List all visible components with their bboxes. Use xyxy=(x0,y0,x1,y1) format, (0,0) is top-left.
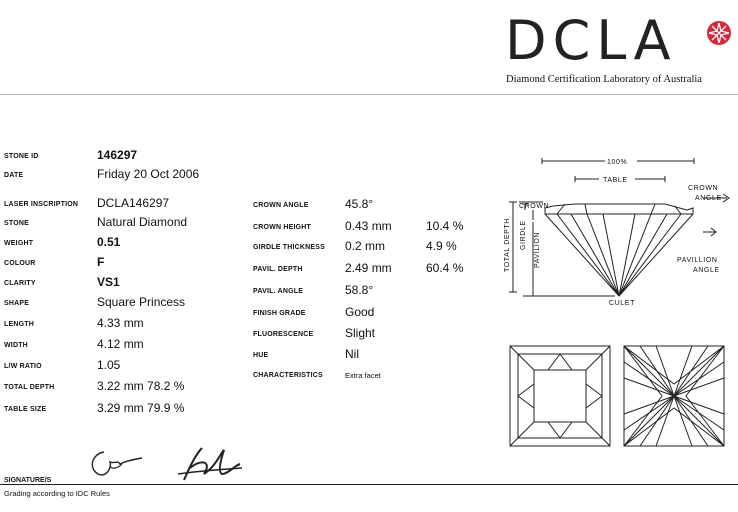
diamond-top-view-diagram xyxy=(508,344,612,448)
measurement-value: Nil xyxy=(345,347,359,361)
field-value: 4.33 mm xyxy=(97,316,144,330)
diamond-bottom-view-diagram xyxy=(622,344,726,448)
field-label: COLOUR xyxy=(4,260,36,267)
measurement-value: 0.2 mm xyxy=(345,239,386,253)
measurement-label: PAVIL. DEPTH xyxy=(253,266,303,273)
footer-divider xyxy=(0,484,738,485)
field-value: Square Princess xyxy=(97,295,186,309)
measurement-label: HUE xyxy=(253,352,269,359)
field-label: LASER INSCRIPTION xyxy=(4,201,79,208)
field-label: L/W RATIO xyxy=(4,363,42,370)
dim-100-label: 100% xyxy=(607,159,628,166)
measurement-value: 0.43 mm xyxy=(345,219,392,233)
dim-pavilion-label: PAVILION xyxy=(534,231,541,268)
measurement-label: FLUORESCENCE xyxy=(253,331,314,338)
signature-1 xyxy=(88,446,148,480)
field-label: TABLE SIZE xyxy=(4,406,47,413)
measurement-label: GIRDLE THICKNESS xyxy=(253,244,326,251)
field-label: WEIGHT xyxy=(4,240,34,247)
field-value: 146297 xyxy=(97,148,138,162)
measurement-label: PAVIL. ANGLE xyxy=(253,288,304,295)
measurement-percent: 60.4 % xyxy=(426,261,464,275)
lab-logo-text: DCLA xyxy=(505,9,677,72)
measurement-label: CROWN ANGLE xyxy=(253,202,309,209)
measurement-label: FINISH GRADE xyxy=(253,310,306,317)
field-value: Friday 20 Oct 2006 xyxy=(97,167,200,181)
field-value: VS1 xyxy=(97,275,120,289)
field-label: STONE ID xyxy=(4,153,39,160)
dim-girdle-label: GIRDLE xyxy=(520,220,527,250)
grading-note: Grading according to IDC Rules xyxy=(4,489,110,498)
field-value: DCLA146297 xyxy=(97,196,170,210)
signature-label: SIGNATURE/S xyxy=(4,477,52,484)
field-label: SHAPE xyxy=(4,300,30,307)
field-label: STONE xyxy=(4,220,29,227)
measurement-percent: 4.9 % xyxy=(426,239,457,253)
measurement-value: 45.8° xyxy=(345,197,374,211)
dim-crown-label: CROWN xyxy=(519,203,550,210)
field-value: 0.51 xyxy=(97,235,121,249)
field-value: 3.22 mm 78.2 % xyxy=(97,379,185,393)
header-divider xyxy=(0,94,738,95)
diamond-star-icon xyxy=(706,20,732,46)
field-value: 3.29 mm 79.9 % xyxy=(97,401,185,415)
field-value: F xyxy=(97,255,105,269)
field-value: Natural Diamond xyxy=(97,215,188,229)
pavilion-angle-label-2: ANGLE xyxy=(693,267,720,274)
measurement-label: CROWN HEIGHT xyxy=(253,224,312,231)
field-value: 4.12 mm xyxy=(97,337,144,351)
crown-angle-label-2: ANGLE xyxy=(695,195,722,202)
field-label: LENGTH xyxy=(4,321,34,328)
field-label: CLARITY xyxy=(4,280,36,287)
measurement-value: 2.49 mm xyxy=(345,261,392,275)
field-value: 1.05 xyxy=(97,358,121,372)
measurement-value: Extra facet xyxy=(345,371,381,380)
field-label: WIDTH xyxy=(4,342,28,349)
dim-culet-label: CULET xyxy=(609,300,635,307)
measurement-label: CHARACTERISTICS xyxy=(253,372,323,379)
dim-total-depth-label: TOTAL DEPTH xyxy=(504,218,511,272)
measurement-value: Slight xyxy=(345,326,376,340)
diamond-profile-diagram xyxy=(495,150,738,310)
measurement-value: Good xyxy=(345,305,375,319)
pavilion-angle-label-1: PAVILLION xyxy=(677,257,718,264)
field-label: TOTAL DEPTH xyxy=(4,384,55,391)
field-label: DATE xyxy=(4,172,24,179)
measurement-percent: 10.4 % xyxy=(426,219,464,233)
signature-2 xyxy=(172,444,246,484)
dim-table-label: TABLE xyxy=(603,177,628,184)
measurement-value: 58.8° xyxy=(345,283,374,297)
crown-angle-label-1: CROWN xyxy=(688,185,719,192)
lab-tagline: Diamond Certification Laboratory of Australia xyxy=(506,74,702,85)
